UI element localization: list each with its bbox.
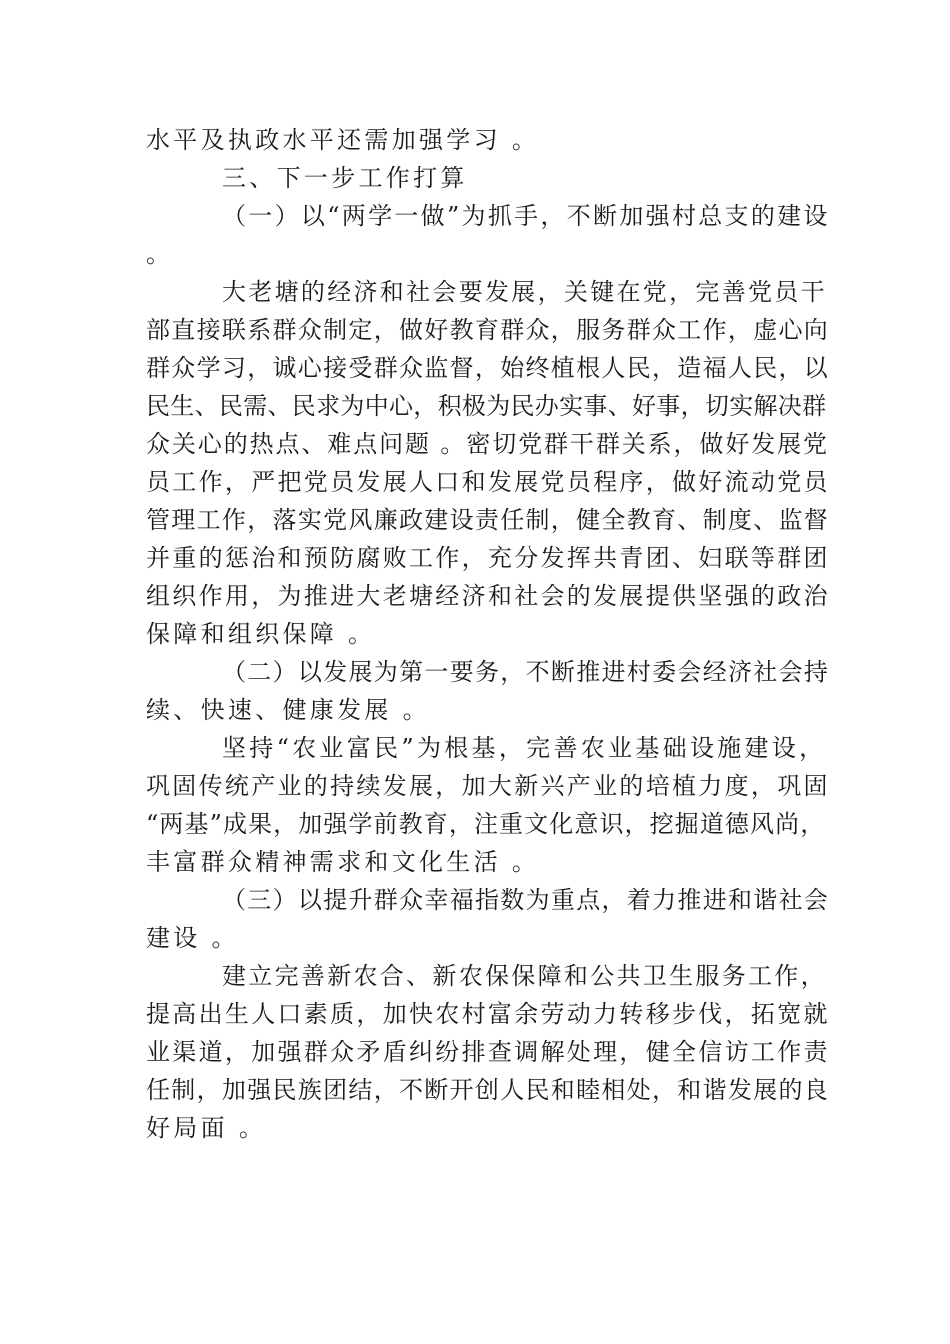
text-line: 续、快速、健康发展 。 <box>146 696 430 724</box>
text-line: 组织作用，为推进大老塘经济和社会的发展提供坚强的政治 <box>146 582 830 610</box>
text-line: 业渠道，加强群众矛盾纠纷排查调解处理，健全信访工作责 <box>146 1038 830 1066</box>
text-line: 员工作，严把党员发展人口和发展党员程序，做好流动党员 <box>146 468 830 496</box>
subsection-heading: （二）以发展为第一要务，不断推进村委会经济社会持 <box>222 658 830 686</box>
text-line: 好局面 。 <box>146 1114 267 1142</box>
section-heading: 三、下一步工作打算 <box>222 164 468 192</box>
paragraph-start-line: 坚持“农业富民”为根基，完善农业基础设施建设， <box>222 734 827 762</box>
text-line: 提高出生人口素质，加快农村富余劳动力转移步伐，拓宽就 <box>146 1000 830 1028</box>
text-line: 管理工作，落实党风廉政建设责任制，健全教育、制度、监督 <box>146 506 830 534</box>
paragraph-start-line: 大老塘的经济和社会要发展，关键在党，完善党员干 <box>222 278 827 306</box>
text-line: 水平及执政水平还需加强学习 。 <box>146 126 540 154</box>
text-line: 并重的惩治和预防腐败工作，充分发挥共青团、妇联等群团 <box>146 544 830 572</box>
paragraph-start-line: 建立完善新农合、新农保保障和公共卫生服务工作， <box>222 962 827 990</box>
text-line: 部直接联系群众制定，做好教育群众，服务群众工作，虚心向 <box>146 316 830 344</box>
text-line: 任制，加强民族团结，不断开创人民和睦相处，和谐发展的良 <box>146 1076 830 1104</box>
text-line: 建设 。 <box>146 924 239 952</box>
text-line: 民生、民需、民求为中心，积极为民办实事、好事，切实解决群 <box>146 392 827 420</box>
text-line: 。 <box>146 240 174 268</box>
text-line: “两基”成果，加强学前教育，注重文化意识，挖掘道德风尚， <box>146 810 826 838</box>
text-line: 丰富群众精神需求和文化生活 。 <box>146 848 540 876</box>
subsection-heading: （三）以提升群众幸福指数为重点，着力推进和谐社会 <box>222 886 830 914</box>
text-line: 保障和组织保障 。 <box>146 620 376 648</box>
text-line: 众关心的热点、难点问题 。密切党群干群关系，做好发展党 <box>146 430 829 458</box>
text-line: 巩固传统产业的持续发展，加大新兴产业的培植力度，巩固 <box>146 772 830 800</box>
subsection-heading: （一）以“两学一做”为抓手，不断加强村总支的建设 <box>222 202 830 230</box>
text-line: 群众学习，诚心接受群众监督，始终植根人民，造福人民，以 <box>146 354 830 382</box>
